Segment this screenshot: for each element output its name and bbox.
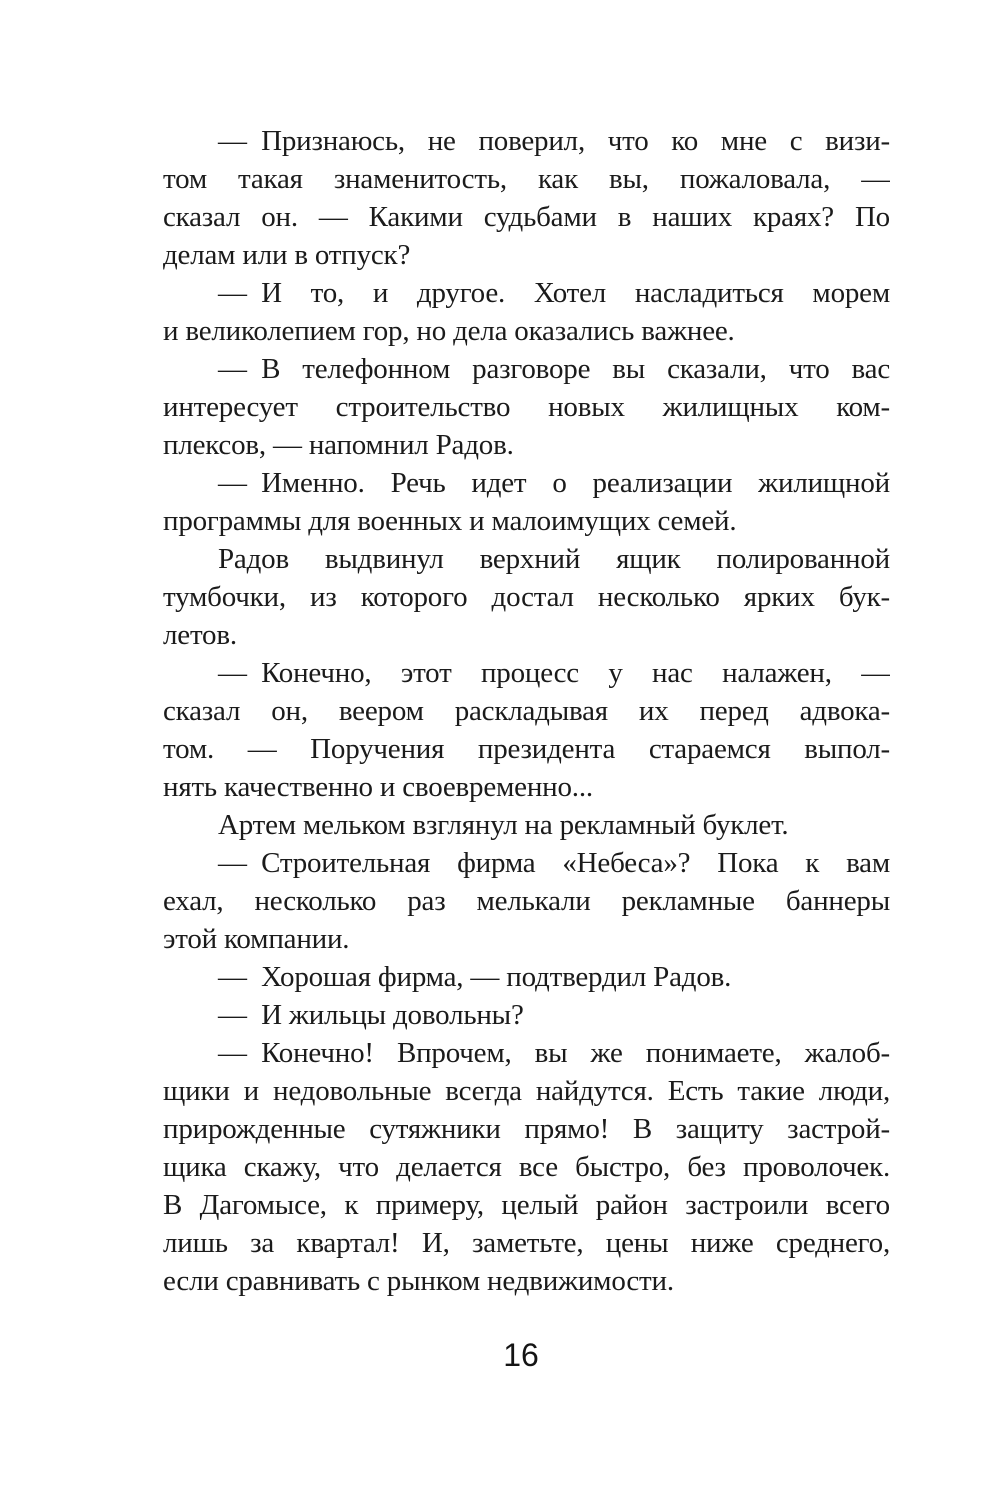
- page-text: [163, 122, 890, 1300]
- text-line: если сравнивать с рынком недвижимости.: [163, 1265, 674, 1297]
- text-line: том. — Поручения президента стараемся выпол-: [163, 733, 890, 765]
- text-line: — Конечно, этот процесс у нас налажен, —: [218, 657, 890, 689]
- paragraph: [163, 996, 890, 1034]
- text-line: — Строительная фирма «Небеса»? Пока к вам: [218, 847, 890, 879]
- text-line: плексов, — напомнил Радов.: [163, 429, 514, 461]
- text-line: щика скажу, что делается все быстро, без проволочек.: [163, 1151, 890, 1183]
- text-line: том такая знаменитость, как вы, пожаловала, —: [163, 163, 890, 195]
- text-line: Радов выдвинул верхний ящик полированной: [218, 543, 890, 575]
- paragraph: [163, 958, 890, 996]
- text-line: — Хорошая фирма, — подтвердил Радов.: [218, 961, 732, 993]
- text-line: нять качественно и своевременно...: [163, 771, 593, 803]
- page-number: 16: [503, 1337, 539, 1373]
- text-line: делам или в отпуск?: [163, 239, 411, 271]
- paragraph: [163, 274, 890, 350]
- text-line: В Дагомысе, к примеру, целый район застроили всего: [163, 1189, 890, 1221]
- text-line: сказал он, веером раскладывая их перед адвока-: [163, 695, 890, 727]
- text-line: — В телефонном разговоре вы сказали, что вас: [218, 353, 890, 385]
- paragraph: [163, 350, 890, 464]
- paragraph: [163, 654, 890, 806]
- text-line: ехал, несколько раз мелькали рекламные баннеры: [163, 885, 890, 917]
- paragraph: [163, 464, 890, 540]
- text-line: и великолепием гор, но дела оказались важнее.: [163, 315, 735, 347]
- paragraph: [163, 806, 890, 844]
- text-line: интересует строительство новых жилищных ком-: [163, 391, 890, 423]
- text-line: сказал он. — Какими судьбами в наших краях? По: [163, 201, 890, 233]
- paragraph: [163, 122, 890, 274]
- text-line: прирожденные сутяжники прямо! В защиту застрой-: [163, 1113, 890, 1145]
- text-line: тумбочки, из которого достал несколько ярких бук-: [163, 581, 890, 613]
- text-line: щики и недовольные всегда найдутся. Есть такие люди,: [163, 1075, 890, 1107]
- text-line: — Именно. Речь идет о реализации жилищной: [218, 467, 890, 499]
- text-line: летов.: [163, 619, 237, 651]
- text-line: программы для военных и малоимущих семей.: [163, 505, 737, 537]
- text-line: Артем мельком взглянул на рекламный буклет.: [218, 809, 789, 841]
- text-line: — И жильцы довольны?: [218, 999, 524, 1031]
- text-line: лишь за квартал! И, заметьте, цены ниже среднего,: [163, 1227, 890, 1259]
- paragraph: [163, 844, 890, 958]
- text-line: — Признаюсь, не поверил, что ко мне с визи-: [218, 125, 890, 157]
- text-line: — Конечно! Впрочем, вы же понимаете, жалоб-: [218, 1037, 890, 1069]
- paragraph: [163, 1034, 890, 1300]
- text-line: этой компании.: [163, 923, 350, 955]
- text-line: — И то, и другое. Хотел насладиться морем: [218, 277, 890, 309]
- paragraph: [163, 540, 890, 654]
